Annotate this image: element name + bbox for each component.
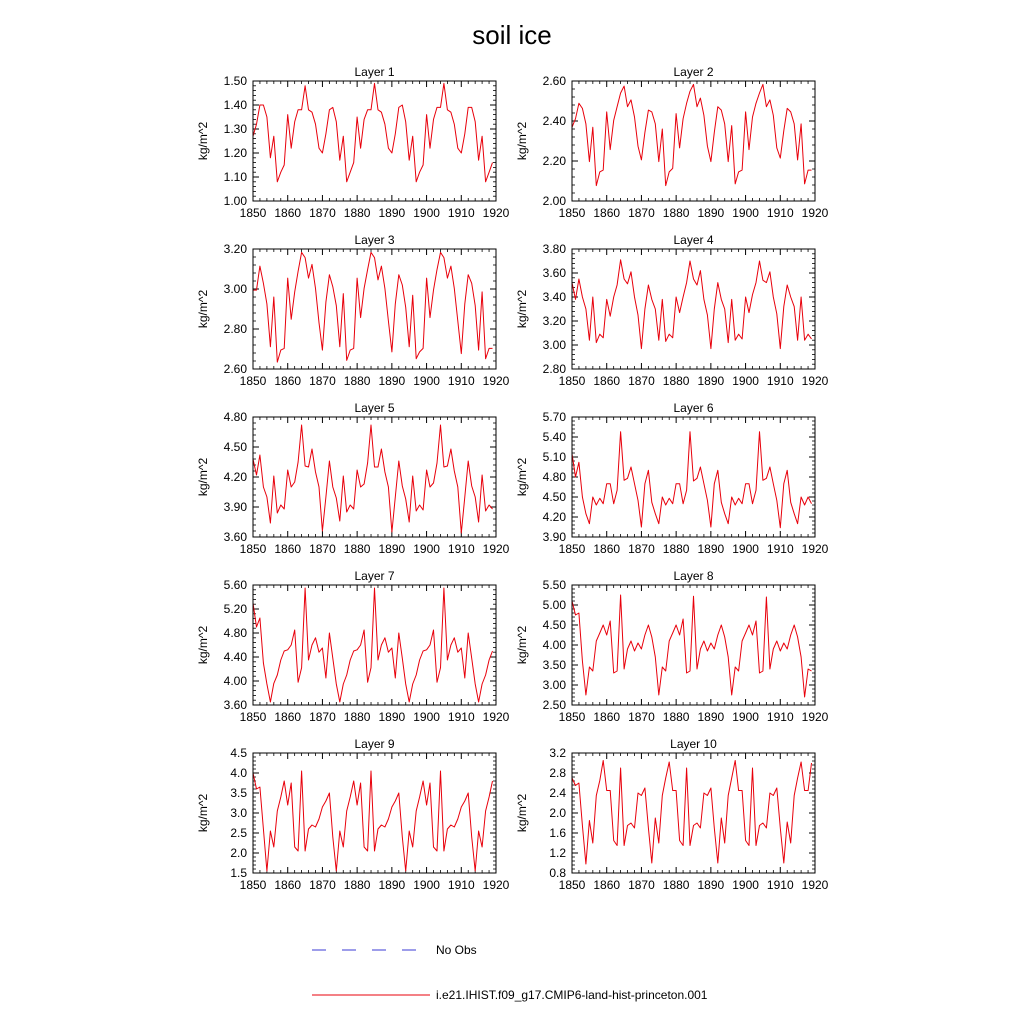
y-tick-label: 1.00 [223,194,247,208]
x-tick-label: 1860 [593,374,621,388]
series-line [253,252,493,362]
series-line [572,595,812,697]
x-tick-label: 1880 [343,878,371,892]
y-tick-label: 3.80 [542,242,566,256]
x-tick-label: 1870 [309,206,336,220]
x-tick-label: 1850 [239,710,267,724]
plot-frame [253,81,496,201]
y-tick-label: 2.60 [542,74,566,88]
y-tick-label: 3.5 [230,786,247,800]
legend-run-label: i.e21.IHIST.f09_g17.CMIP6-land-hist-princeton.001 [436,988,708,1002]
y-tick-label: 3.50 [542,658,566,672]
x-tick-label: 1850 [558,206,586,220]
x-tick-label: 1850 [239,206,267,220]
y-tick-label: 1.6 [549,826,566,840]
x-tick-label: 1910 [766,710,794,724]
y-axis-label: kg/m^2 [196,625,210,665]
y-tick-label: 1.5 [230,866,247,880]
y-tick-label: 2.0 [549,806,566,820]
y-tick-label: 3.0 [230,806,247,820]
series-line [572,761,812,865]
panel-layer-6 [515,401,829,556]
x-tick-label: 1890 [697,542,725,556]
series-line [572,260,812,349]
y-tick-label: 1.50 [223,74,247,88]
y-axis-label: kg/m^2 [196,289,210,329]
series-line [572,432,812,528]
x-tick-label: 1900 [413,374,440,388]
x-tick-label: 1860 [593,542,621,556]
x-tick-label: 1910 [766,878,794,892]
x-tick-label: 1890 [378,878,406,892]
panel-title: Layer 1 [354,65,395,79]
panel-title: Layer 8 [673,569,714,583]
panel-layer-8 [515,569,829,724]
y-tick-label: 2.4 [549,786,566,800]
panel-layer-2 [515,65,829,220]
x-tick-label: 1920 [801,878,829,892]
y-tick-label: 4.5 [230,746,247,760]
y-tick-label: 4.0 [230,766,247,780]
panel-layer-9 [196,737,510,892]
y-tick-label: 4.00 [542,638,566,652]
y-tick-label: 1.30 [223,122,247,136]
x-tick-label: 1890 [697,878,725,892]
x-tick-label: 1910 [766,206,794,220]
x-tick-label: 1920 [482,374,510,388]
y-tick-label: 0.8 [549,866,566,880]
x-tick-label: 1850 [239,878,267,892]
x-tick-label: 1880 [343,206,371,220]
panels-container [196,65,829,892]
panel-title: Layer 5 [354,401,395,415]
y-tick-label: 3.90 [542,530,566,544]
x-tick-label: 1900 [413,542,440,556]
x-tick-label: 1870 [309,542,336,556]
x-tick-label: 1850 [558,710,586,724]
x-tick-label: 1910 [447,206,475,220]
panel-title: Layer 3 [354,233,395,247]
y-tick-label: 2.8 [549,766,566,780]
y-tick-label: 2.60 [223,362,247,376]
y-tick-label: 5.50 [542,578,566,592]
x-tick-label: 1870 [309,374,336,388]
x-tick-label: 1920 [801,542,829,556]
y-tick-label: 5.70 [542,410,566,424]
x-tick-label: 1880 [662,374,690,388]
x-tick-label: 1910 [447,878,475,892]
x-tick-label: 1880 [343,542,371,556]
y-tick-label: 4.80 [223,626,247,640]
y-tick-label: 5.10 [542,450,566,464]
y-tick-label: 2.40 [542,114,566,128]
plot-frame [253,249,496,369]
y-axis-label: kg/m^2 [515,625,529,665]
x-tick-label: 1880 [662,710,690,724]
x-tick-label: 1870 [628,206,655,220]
x-tick-label: 1890 [378,542,406,556]
y-tick-label: 5.00 [542,598,566,612]
y-tick-label: 2.80 [542,362,566,376]
y-tick-label: 4.80 [223,410,247,424]
x-tick-label: 1880 [662,878,690,892]
y-axis-label: kg/m^2 [515,289,529,329]
x-tick-label: 1890 [378,374,406,388]
x-tick-label: 1890 [697,206,725,220]
x-tick-label: 1860 [274,374,302,388]
x-tick-label: 1870 [628,374,655,388]
x-tick-label: 1880 [343,374,371,388]
x-tick-label: 1910 [447,710,475,724]
x-tick-label: 1860 [274,710,302,724]
y-tick-label: 1.10 [223,170,247,184]
y-tick-label: 4.50 [223,440,247,454]
y-tick-label: 5.60 [223,578,247,592]
x-tick-label: 1900 [732,878,759,892]
y-tick-label: 2.00 [542,194,566,208]
panel-title: Layer 4 [673,233,714,247]
y-axis-label: kg/m^2 [515,457,529,497]
x-tick-label: 1880 [662,206,690,220]
y-tick-label: 3.00 [542,338,566,352]
y-tick-label: 3.20 [223,242,247,256]
y-tick-label: 5.20 [223,602,247,616]
x-tick-label: 1870 [309,878,336,892]
panel-title: Layer 9 [354,737,395,751]
series-line [253,771,493,871]
x-tick-label: 1900 [413,206,440,220]
y-axis-label: kg/m^2 [515,793,529,833]
y-axis-label: kg/m^2 [196,793,210,833]
y-tick-label: 4.00 [223,674,247,688]
x-tick-label: 1850 [558,374,586,388]
x-tick-label: 1900 [732,710,759,724]
y-tick-label: 2.0 [230,846,247,860]
figure-title: soil ice [472,20,552,50]
y-tick-label: 3.60 [223,698,247,712]
series-line [572,84,812,185]
x-tick-label: 1850 [558,542,586,556]
x-tick-label: 1920 [482,542,510,556]
panel-title: Layer 10 [670,737,717,751]
y-tick-label: 3.60 [542,266,566,280]
x-tick-label: 1860 [274,878,302,892]
panel-layer-3 [196,233,510,388]
y-tick-label: 1.2 [549,846,566,860]
x-tick-label: 1890 [697,710,725,724]
y-tick-label: 1.40 [223,98,247,112]
y-tick-label: 4.50 [542,490,566,504]
x-tick-label: 1860 [593,710,621,724]
x-tick-label: 1920 [801,710,829,724]
x-tick-label: 1920 [801,374,829,388]
x-tick-label: 1920 [801,206,829,220]
panel-layer-10 [515,737,829,892]
y-tick-label: 2.50 [542,698,566,712]
x-tick-label: 1910 [766,374,794,388]
x-tick-label: 1870 [309,710,336,724]
x-tick-label: 1890 [378,206,406,220]
x-tick-label: 1900 [732,374,759,388]
y-tick-label: 4.20 [223,470,247,484]
y-tick-label: 5.40 [542,430,566,444]
x-tick-label: 1850 [239,542,267,556]
plot-frame [253,585,496,705]
x-tick-label: 1900 [413,878,440,892]
panel-layer-1 [196,65,510,220]
series-line [253,425,493,533]
y-tick-label: 3.2 [549,746,566,760]
y-tick-label: 3.40 [542,290,566,304]
y-tick-label: 1.20 [223,146,247,160]
y-tick-label: 2.20 [542,154,566,168]
panel-title: Layer 6 [673,401,714,415]
x-tick-label: 1910 [766,542,794,556]
x-tick-label: 1860 [274,542,302,556]
y-tick-label: 3.20 [542,314,566,328]
x-tick-label: 1850 [239,374,267,388]
plot-frame [572,81,815,201]
x-tick-label: 1870 [628,542,655,556]
x-tick-label: 1900 [732,542,759,556]
x-tick-label: 1920 [482,206,510,220]
panel-layer-4 [515,233,829,388]
x-tick-label: 1900 [413,710,440,724]
x-tick-label: 1860 [274,206,302,220]
x-tick-label: 1910 [447,374,475,388]
x-tick-label: 1920 [482,710,510,724]
x-tick-label: 1920 [482,878,510,892]
y-tick-label: 4.50 [542,618,566,632]
panel-layer-7 [196,569,510,724]
x-tick-label: 1890 [378,710,406,724]
y-axis-label: kg/m^2 [196,121,210,161]
x-tick-label: 1900 [732,206,759,220]
y-tick-label: 2.80 [223,322,247,336]
y-tick-label: 3.00 [542,678,566,692]
x-tick-label: 1870 [628,878,655,892]
series-line [253,588,493,702]
x-tick-label: 1910 [447,542,475,556]
y-tick-label: 2.5 [230,826,247,840]
x-tick-label: 1850 [558,878,586,892]
panel-title: Layer 7 [354,569,395,583]
x-tick-label: 1860 [593,878,621,892]
y-tick-label: 3.90 [223,500,247,514]
series-line [253,83,493,181]
x-tick-label: 1870 [628,710,655,724]
y-tick-label: 4.20 [542,510,566,524]
y-tick-label: 3.60 [223,530,247,544]
y-tick-label: 3.00 [223,282,247,296]
y-axis-label: kg/m^2 [515,121,529,161]
x-tick-label: 1860 [593,206,621,220]
y-axis-label: kg/m^2 [196,457,210,497]
panel-layer-5 [196,401,510,556]
x-tick-label: 1890 [697,374,725,388]
legend-no-obs-label: No Obs [436,943,477,957]
y-tick-label: 4.40 [223,650,247,664]
legend [312,943,708,1002]
panel-title: Layer 2 [673,65,714,79]
y-tick-label: 4.80 [542,470,566,484]
x-tick-label: 1880 [662,542,690,556]
x-tick-label: 1880 [343,710,371,724]
